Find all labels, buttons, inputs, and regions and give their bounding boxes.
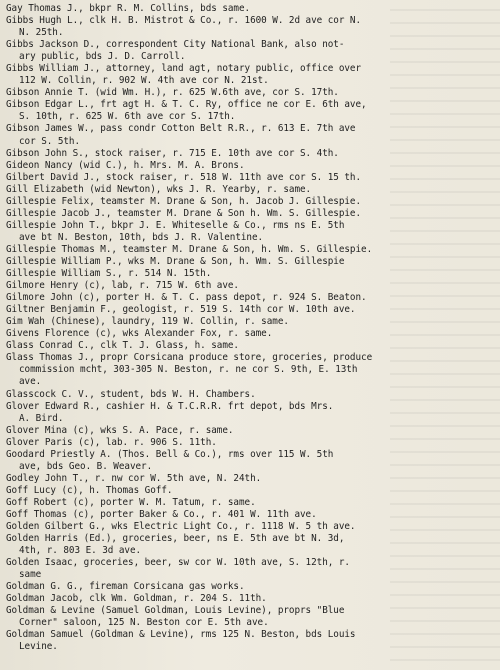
entry-continuation-line: same <box>19 569 42 581</box>
entry-line: Gibson John S., stock raiser, r. 715 E. 10th ave cor S. 4th. <box>6 147 339 159</box>
entry-line: Gillespie William P., wks M. Drane & Son, h. Wm. S. Gillespie <box>6 255 345 267</box>
directory-entry <box>6 340 496 352</box>
entry-line: Golden Isaac, groceries, beer, sw cor W. 10th ave, S. 12th, r. <box>6 557 350 569</box>
entry-line: Glass Conrad C., clk T. J. Glass, h. same. <box>6 340 239 352</box>
directory-entry <box>6 244 496 256</box>
entry-continuation-line: Corner" saloon, 125 N. Beston cor E. 5th ave. <box>19 617 269 629</box>
entry-line: Gill Elizabeth (wid Newton), wks J. R. Yearby, r. same. <box>6 183 312 195</box>
directory-entry <box>6 605 496 629</box>
entry-line: Gillespie William S., r. 514 N. 15th. <box>6 268 212 280</box>
directory-entry <box>6 268 496 280</box>
directory-entry <box>6 449 496 473</box>
directory-entry <box>6 220 496 244</box>
directory-entry <box>6 401 496 425</box>
directory-entry <box>6 256 496 268</box>
directory-entry <box>6 63 496 87</box>
directory-entry <box>6 389 496 401</box>
directory-entry <box>6 485 496 497</box>
directory-entry <box>6 208 496 220</box>
directory-entry <box>6 304 496 316</box>
directory-entry <box>6 533 496 557</box>
entry-line: Goodard Priestly A. (Thos. Bell & Co.), rms over 115 W. 5th <box>6 448 334 460</box>
directory-entry <box>6 473 496 485</box>
directory-entry <box>6 3 496 15</box>
directory-entry <box>6 593 496 605</box>
directory-entry <box>6 509 496 521</box>
directory-entry <box>6 280 496 292</box>
directory-entry <box>6 425 496 437</box>
entry-line: Gideon Nancy (wid C.), h. Mrs. M. A. Brons. <box>6 159 245 171</box>
entry-line: Glover Mina (c), wks S. A. Pace, r. same. <box>6 424 234 436</box>
entry-line: Godley John T., r. nw cor W. 5th ave, N. 24th. <box>6 472 262 484</box>
entry-line: Goff Lucy (c), h. Thomas Goff. <box>6 484 173 496</box>
entry-line: Gillespie Jacob J., teamster M. Drane & Son h. Wm. S. Gillespie. <box>6 207 362 219</box>
entry-line: Gibson James W., pass condr Cotton Belt R.R., r. 613 E. 7th ave <box>6 123 356 135</box>
entry-line: Glover Edward R., cashier H. & T.C.R.R. frt depot, bds Mrs. <box>6 400 334 412</box>
entry-line: Gillespie Thomas M., teamster M. Drane & Son, h. Wm. S. Gillespie. <box>6 243 373 255</box>
entry-line: Gillespie John T., bkpr J. E. Whiteselle & Co., rms ns E. 5th <box>6 219 345 231</box>
entry-line: Giltner Benjamin F., geologist, r. 519 S. 14th cor W. 10th ave. <box>6 304 356 316</box>
directory-entry <box>6 184 496 196</box>
entry-continuation-line: ary public, bds J. D. Carroll. <box>19 51 186 63</box>
directory-entry <box>6 148 496 160</box>
entry-line: Gilbert David J., stock raiser, r. 518 W. 11th ave cor S. 15 th. <box>6 171 362 183</box>
entry-line: Gilmore Henry (c), lab, r. 715 W. 6th ave. <box>6 280 239 292</box>
directory-entry <box>6 39 496 63</box>
directory-entry <box>6 352 496 388</box>
directory-listing <box>6 3 496 654</box>
directory-entry <box>6 497 496 509</box>
directory-entry <box>6 99 496 123</box>
entry-continuation-line: ave, bds Geo. B. Weaver. <box>19 460 153 472</box>
entry-continuation-line: N. 25th. <box>19 27 64 39</box>
entry-line: Goldman & Levine (Samuel Goldman, Louis Levine), proprs "Blue <box>6 605 345 617</box>
entry-continuation-line: 112 W. Collin, r. 902 W. 4th ave cor N. 21st. <box>19 75 269 87</box>
entry-line: Gibbs Jackson D., correspondent City National Bank, also not- <box>6 39 345 51</box>
directory-entry <box>6 87 496 99</box>
entry-line: Gim Wah (Chinese), laundry, 119 W. Collin, r. same. <box>6 316 289 328</box>
entry-line: Gibson Annie T. (wid Wm. H.), r. 625 W.6th ave, cor S. 17th. <box>6 87 339 99</box>
entry-line: Goldman G. G., fireman Corsicana gas works. <box>6 581 245 593</box>
directory-entry <box>6 629 496 653</box>
entry-continuation-line: ave bt N. Beston, 10th, bds J. R. Valentine. <box>19 231 264 243</box>
directory-entry <box>6 437 496 449</box>
entry-line: Gibson Edgar L., frt agt H. & T. C. Ry, office ne cor E. 6th ave, <box>6 99 367 111</box>
entry-line: Golden Gilbert G., wks Electric Light Co., r. 1118 W. 5 th ave. <box>6 521 356 533</box>
directory-entry <box>6 196 496 208</box>
directory-entry <box>6 581 496 593</box>
entry-line: Gibbs William J., attorney, land agt, notary public, office over <box>6 63 362 75</box>
entry-line: Gillespie Felix, teamster M. Drane & Son, h. Jacob J. Gillespie. <box>6 195 362 207</box>
entry-continuation-line: cor S. 5th. <box>19 135 81 147</box>
directory-entry <box>6 521 496 533</box>
entry-line: Glasscock C. V., student, bds W. H. Chambers. <box>6 388 256 400</box>
directory-entry <box>6 15 496 39</box>
entry-continuation-line: Levine. <box>19 641 58 653</box>
directory-entry <box>6 123 496 147</box>
entry-line: Glover Paris (c), lab. r. 906 S. 11th. <box>6 436 217 448</box>
entry-line: Gay Thomas J., bkpr R. M. Collins, bds same. <box>6 3 251 14</box>
entry-continuation-line: ave. <box>19 376 42 388</box>
entry-line: Glass Thomas J., propr Corsicana produce store, groceries, produce <box>6 352 373 364</box>
entry-line: Goff Robert (c), porter W. M. Tatum, r. same. <box>6 496 256 508</box>
directory-entry <box>6 160 496 172</box>
entry-line: Givens Florence (c), wks Alexander Fox, r. same. <box>6 328 273 340</box>
directory-entry <box>6 292 496 304</box>
entry-line: Goldman Jacob, clk Wm. Goldman, r. 204 S. 11th. <box>6 593 267 605</box>
directory-entry <box>6 328 496 340</box>
entry-line: Gibbs Hugh L., clk H. B. Mistrot & Co., r. 1600 W. 2d ave cor N. <box>6 15 362 27</box>
entry-continuation-line: A. Bird. <box>19 412 64 424</box>
entry-line: Gilmore John (c), porter H. & T. C. pass depot, r. 924 S. Beaton. <box>6 292 367 304</box>
entry-continuation-line: S. 10th, r. 625 W. 6th ave cor S. 17th. <box>19 111 236 123</box>
entry-line: Goff Thomas (c), porter Baker & Co., r. 401 W. 11th ave. <box>6 508 317 520</box>
directory-entry <box>6 172 496 184</box>
entry-continuation-line: commission mcht, 303-305 N. Beston, r. ne cor S. 9th, E. 13th <box>19 364 358 376</box>
directory-entry <box>6 557 496 581</box>
entry-line: Goldman Samuel (Goldman & Levine), rms 125 N. Beston, bds Louis <box>6 629 356 641</box>
directory-entry <box>6 316 496 328</box>
entry-line: Golden Harris (Ed.), groceries, beer, ns E. 5th ave bt N. 3d, <box>6 533 345 545</box>
entry-continuation-line: 4th, r. 803 E. 3d ave. <box>19 545 142 557</box>
